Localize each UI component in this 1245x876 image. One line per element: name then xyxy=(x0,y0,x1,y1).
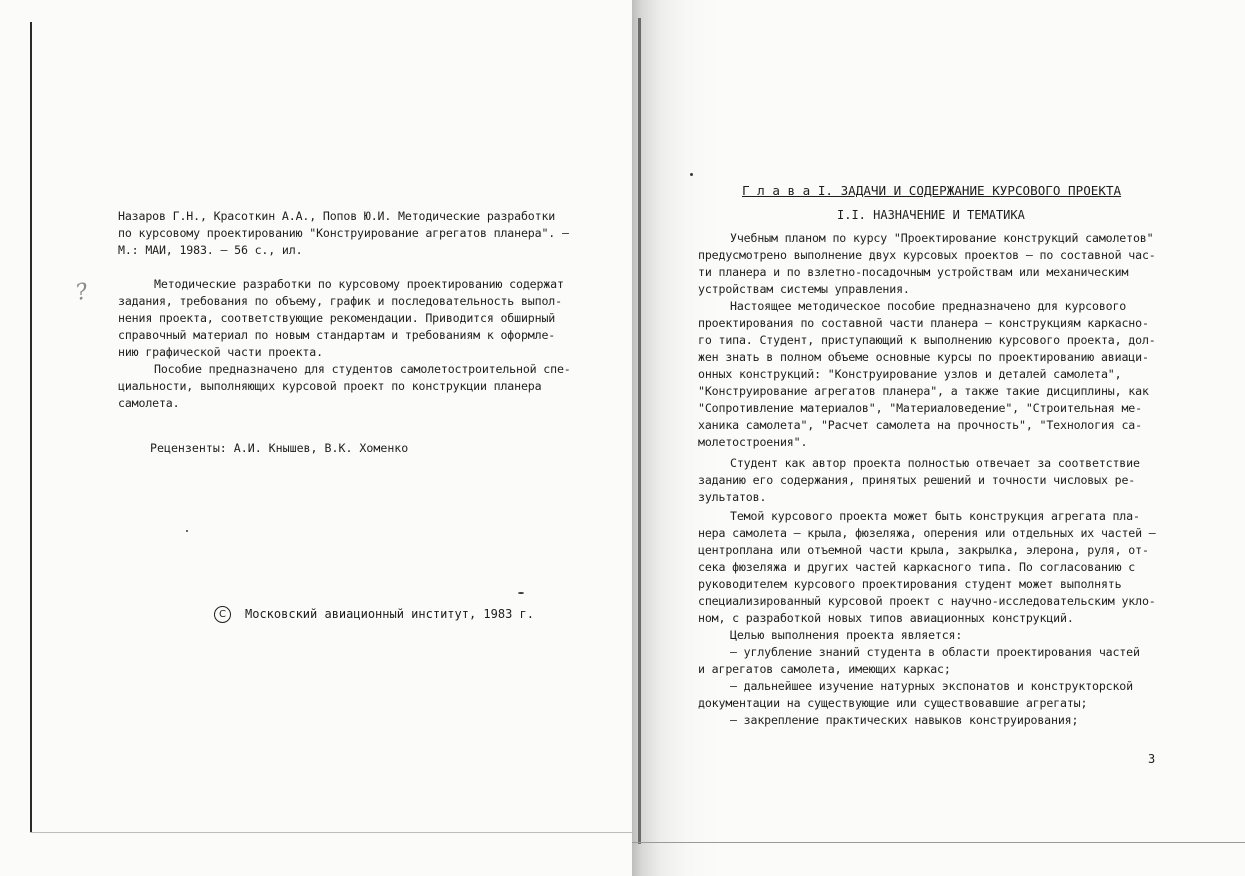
body-line-14: Студент как автор проекта полностью отвечает за соответствие xyxy=(730,456,1140,470)
abstract-line-3: нения проекта, соответствующие рекомендации. Приводится обширный xyxy=(118,311,556,325)
abstract-line-5: нию графической части проекта. xyxy=(118,345,323,359)
body-line-10: "Конструирование агрегатов планера", а также такие дисциплины, как xyxy=(698,384,1149,398)
reviewers: Рецензенты: А.И. Кнышев, В.К. Хоменко xyxy=(150,441,409,455)
body-line-23: ном, с разработкой новых типов авиационных конструкций. xyxy=(698,611,1074,625)
body-line-8: жен знать в полном объеме основные курсы по проектированию авиаци- xyxy=(698,350,1149,364)
body-line-6: проектирования по составной части планера – конструкциям каркасно- xyxy=(698,316,1149,330)
body-line-21: руководителем курсового проектирования студент может выполнять xyxy=(698,577,1122,591)
body-line-5: Настоящее методическое пособие предназначено для курсового xyxy=(730,299,1127,313)
abstract-line-4: справочный материал по новым стандартам и требованиям к оформле- xyxy=(118,328,556,342)
body-line-25: – углубление знаний студента в области проектирования частей xyxy=(730,645,1140,659)
scan-speck xyxy=(518,592,524,594)
copyright-icon: C xyxy=(214,606,231,623)
copyright-notice xyxy=(214,605,534,623)
scan-speck xyxy=(690,173,693,176)
body-line-9: онных конструкций: "Конструирование узлов и деталей самолета", xyxy=(698,367,1122,381)
right-page-bottom-edge xyxy=(632,842,1245,843)
chapter-title: Г л а в а I. ЗАДАЧИ И СОДЕРЖАНИЕ КУРСОВОГО ПРОЕКТА xyxy=(742,183,1122,198)
right-page-binding-edge xyxy=(638,18,641,844)
body-line-16: зультатов. xyxy=(698,490,767,504)
left-page-bottom-edge xyxy=(30,832,632,833)
abstract-line-6: Пособие предназначено для студентов самолетостроительной спе- xyxy=(154,362,571,376)
abstract-line-8: самолета. xyxy=(118,396,180,410)
body-line-11: "Сопротивление материалов", "Материаловедение", "Строительная ме- xyxy=(698,401,1142,415)
body-line-13: молетостроения". xyxy=(698,435,808,449)
page-number: 3 xyxy=(1148,752,1156,766)
right-page xyxy=(632,0,1245,876)
copyright-text: Московский авиационный институт, 1983 г. xyxy=(245,607,534,621)
body-line-28: документации на существующие или существовавшие агрегаты; xyxy=(698,696,1088,710)
body-line-19: центроплана или отъемной части крыла, закрылка, элерона, руля, от- xyxy=(698,543,1149,557)
scan-speck xyxy=(186,530,188,532)
citation-line-3: М.: МАИ, 1983. – 56 с., ил. xyxy=(118,243,303,257)
abstract-line-2: задания, требования по объему, график и последовательность выпол- xyxy=(118,294,562,308)
section-title: I.I. НАЗНАЧЕНИЕ И ТЕМАТИКА xyxy=(837,208,1025,222)
body-line-22: специализированный курсовой проект с научно-исследовательским укло- xyxy=(698,594,1156,608)
abstract-line-1: Методические разработки по курсовому проектированию содержат xyxy=(154,277,564,291)
body-line-12: ханика самолета", "Расчет самолета на прочность", "Технология са- xyxy=(698,418,1142,432)
margin-pencil-mark: ? xyxy=(73,279,91,306)
body-line-1: Учебным планом по курсу "Проектирование конструкций самолетов" xyxy=(730,231,1154,245)
body-line-29: – закрепление практических навыков конструирования; xyxy=(730,713,1079,727)
body-line-15: заданию его содержания, принятых решений и точности числовых ре- xyxy=(698,473,1136,487)
body-line-18: нера самолета – крыла, фюзеляжа, оперения или отдельных их частей – xyxy=(698,526,1156,540)
body-line-24: Целью выполнения проекта является: xyxy=(730,628,963,642)
citation-line-2: по курсовому проектированию "Конструирование агрегатов планера". – xyxy=(118,226,569,240)
citation-line-1: Назаров Г.Н., Красоткин А.А., Попов Ю.И. Методические разработки xyxy=(118,209,556,223)
left-page-binding-edge xyxy=(30,22,32,832)
body-line-17: Темой курсового проекта может быть конструкция агрегата пла- xyxy=(730,509,1140,523)
body-line-2: предусмотрено выполнение двух курсовых проектов – по составной час- xyxy=(698,248,1156,262)
body-line-4: устройствам системы управления. xyxy=(698,282,910,296)
body-line-7: го типа. Студент, приступающий к выполнению курсового проекта, дол- xyxy=(698,333,1156,347)
body-line-27: – дальнейшее изучение натурных экспонатов и конструкторской xyxy=(730,679,1133,693)
abstract-line-7: циальности, выполняющих курсовой проект по конструкции планера xyxy=(118,379,542,393)
body-line-26: и агрегатов самолета, имеющих каркас; xyxy=(698,662,951,676)
body-line-3: ти планера и по взлетно-посадочным устройствам или механическим xyxy=(698,265,1129,279)
body-line-20: сека фюзеляжа и других частей каркасного типа. По согласованию с xyxy=(698,560,1136,574)
